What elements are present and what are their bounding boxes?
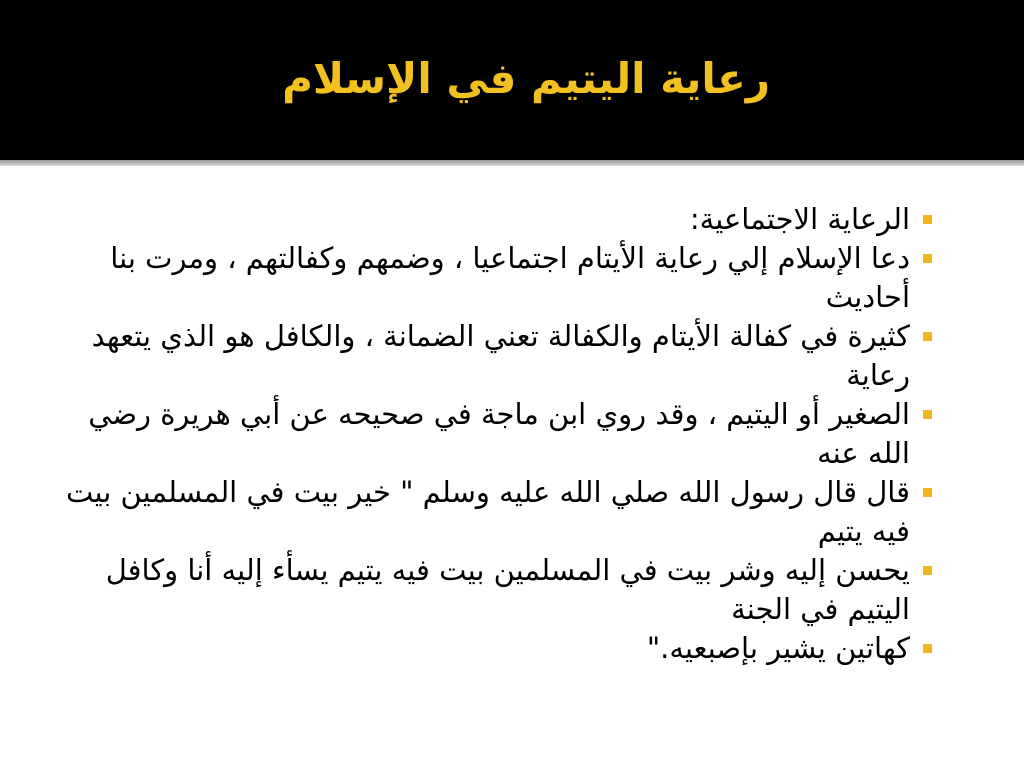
bullet-item [60,239,940,317]
slide-title: رعاية اليتيم في الإسلام [282,54,770,103]
bullet-text: دعا الإسلام إلي رعاية الأيتام اجتماعيا ، وضمهم وكفالتهم ، ومرت بنا أحاديث [110,241,910,314]
bullet-list [60,200,940,668]
bullet-item [60,551,940,629]
bullet-item [60,629,940,668]
square-bullet-icon [923,254,932,263]
bullet-item [60,200,940,239]
bullet-item [60,395,940,473]
square-bullet-icon [923,488,932,497]
square-bullet-icon [923,410,932,419]
square-bullet-icon [923,566,932,575]
bullet-item [60,473,940,551]
bullet-text: الرعاية الاجتماعية: [689,202,910,236]
title-divider [0,160,1024,166]
bullet-text: كهاتين يشير بإصبعيه." [646,631,910,665]
slide-body [60,200,940,668]
bullet-text: يحسن إليه وشر بيت في المسلمين بيت فيه يتيم يسأء إليه أنا وكافل اليتيم في الجنة [105,553,910,626]
bullet-text: قال قال رسول الله صلي الله عليه وسلم " خير بيت في المسلمين بيت فيه يتيم [66,475,910,548]
square-bullet-icon [923,644,932,653]
bullet-text: كثيرة في كفالة الأيتام والكفالة تعني الضمانة ، والكافل هو الذي يتعهد رعاية [91,319,910,392]
bullet-text: الصغير أو اليتيم ، وقد روي ابن ماجة في صحيحه عن أبي هريرة رضي الله عنه [88,397,910,470]
bullet-item [60,317,940,395]
square-bullet-icon [923,332,932,341]
square-bullet-icon [923,215,932,224]
